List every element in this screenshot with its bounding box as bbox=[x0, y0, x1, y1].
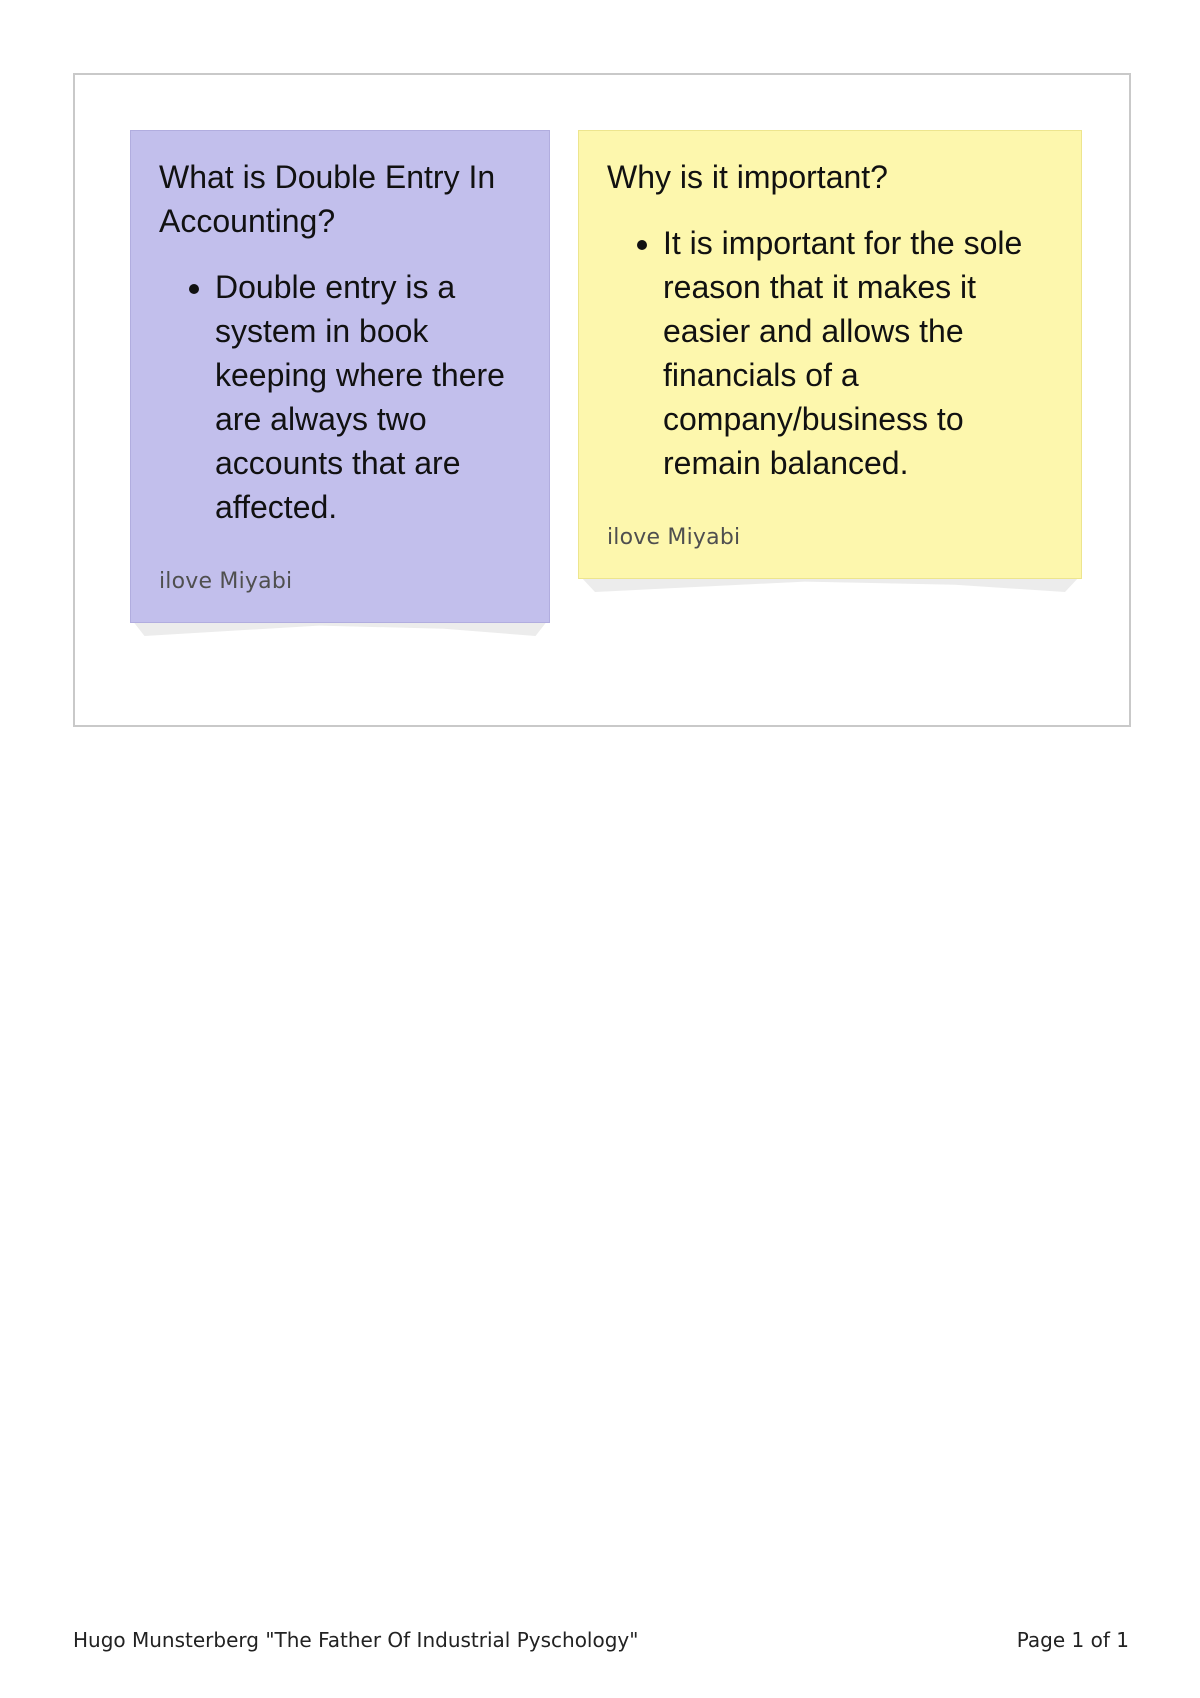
sticky-note-board bbox=[73, 73, 1131, 727]
page-total: 1 bbox=[1116, 1628, 1129, 1652]
note-author: ilove Miyabi bbox=[159, 569, 293, 594]
page-label: Page bbox=[1016, 1628, 1066, 1652]
footer-page-indicator bbox=[1017, 1628, 1129, 1652]
sticky-note-wrapper-2 bbox=[578, 130, 1082, 579]
page-of-label: of bbox=[1090, 1628, 1110, 1652]
sticky-note-importance[interactable] bbox=[578, 130, 1082, 579]
sticky-note-double-entry[interactable] bbox=[130, 130, 550, 623]
page-current: 1 bbox=[1071, 1628, 1085, 1652]
sticky-note-wrapper-1 bbox=[130, 130, 550, 623]
note-bullet-list bbox=[159, 265, 521, 529]
note-bullet-list bbox=[607, 221, 1053, 485]
note-author: ilove Miyabi bbox=[607, 525, 741, 550]
footer-document-title: Hugo Munsterberg "The Father Of Industrial Pyschology" bbox=[73, 1628, 639, 1652]
note-title: Why is it important? bbox=[607, 159, 888, 195]
note-bullet-item: • Double entry is a system in book keeping where there are always two accounts that are affected. bbox=[215, 265, 521, 529]
note-title: What is Double Entry In Accounting? bbox=[159, 159, 496, 239]
note-bullet-item: • It is important for the sole reason that it makes it easier and allows the financials of a company/business to remain balanced. bbox=[663, 221, 1053, 485]
